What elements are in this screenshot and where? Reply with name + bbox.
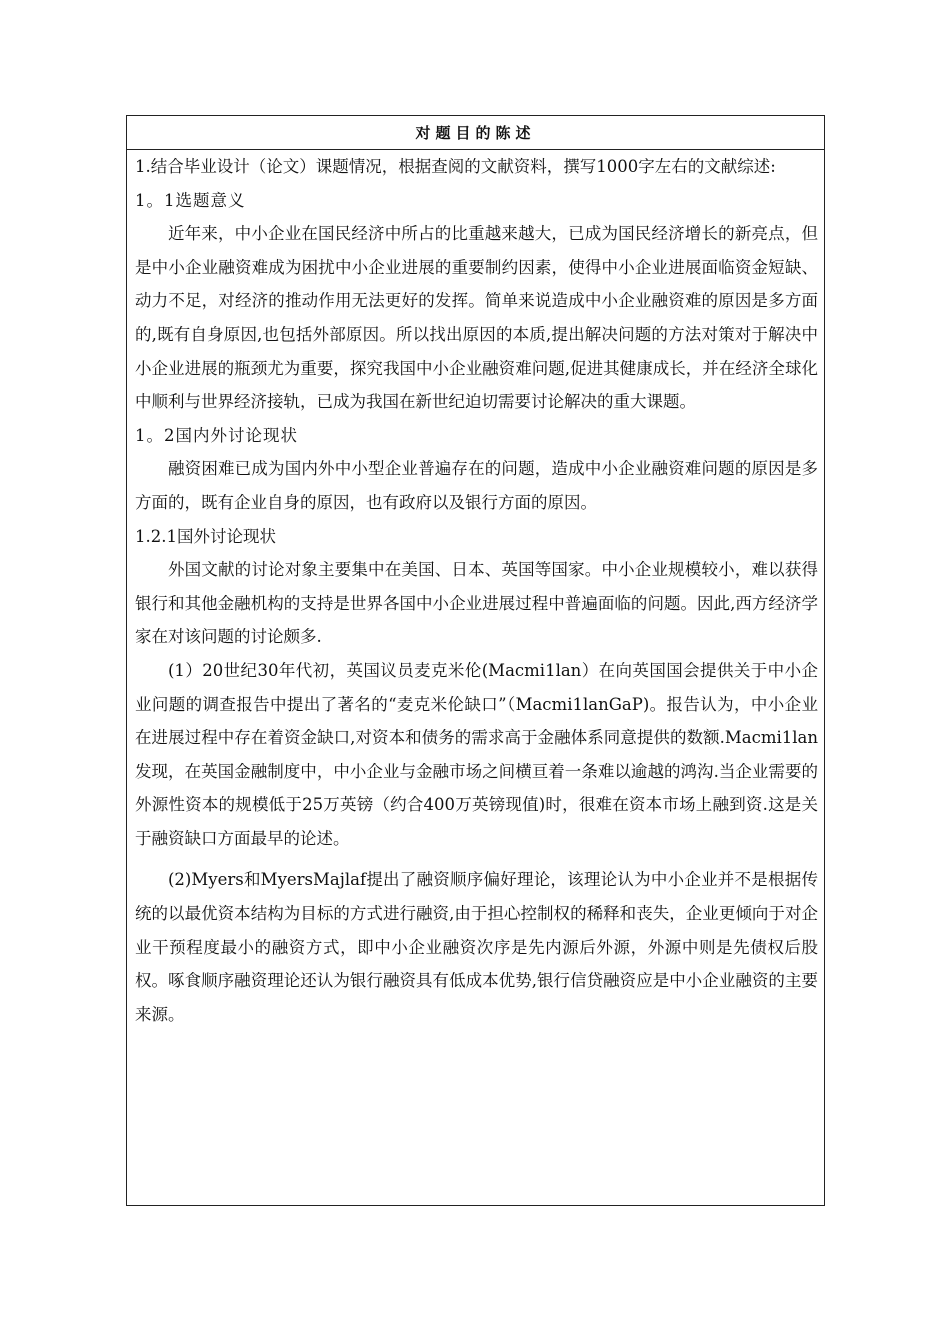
section-heading-1-2-1: 1.2.1国外讨论现状 <box>135 526 276 546</box>
paragraph-research-status: 融资困难已成为国内外中小型企业普遍存在的问题，造成中小企业融资难问题的原因是多方面的，既有企业自身的原因，也有政府以及银行方面的原因。 <box>135 459 818 512</box>
paragraph-topic-significance: 近年来，中小企业在国民经济中所占的比重越来越大，已成为国民经济增长的新亮点，但是中小企业融资难成为困扰中小企业进展的重要制约因素，使得中小企业进展面临资金短缺、动力不足，对经济的推动作用无法更好的发挥。简单来说造成中小企业融资难的原因是多方面的,既有自身原因,也包括外部原因。所以找出原因的本质,提出解决问题的方法对策对于解决中小企业进展的瓶颈尤为重要，探究我国中小企业融资难问题,促进其健康成长，并在经济全球化中顺利与世界经济接轨，已成为我国在新世纪迫切需要讨论解决的重大课题。 <box>135 224 818 412</box>
table-content <box>127 150 824 1031</box>
section-heading-1-2: 1。2国内外讨论现状 <box>135 425 298 445</box>
table-header: 对题目的陈述 <box>127 116 824 150</box>
section-heading-1-1: 1。1选题意义 <box>135 190 246 210</box>
paragraph-macmillan-gap: (1）20世纪30年代初，英国议员麦克米伦(Macmi1lan）在向英国国会提供关于中小企业问题的调查报告中提出了著名的“麦克米伦缺口”（Macmi1lanGaP)。报告认为，中小企业在进展过程中存在着资金缺口,对资本和债务的需求高于金融体系同意提供的数额.Macmi1lan发现，在英国金融制度中，中小企业与金融市场之间横亘着一条难以逾越的鸿沟.当企业需要的外源性资本的规模低于25万英镑（约合400万英镑现值)时，很难在资本市场上融到资.这是关于融资缺口方面最早的论述。 <box>135 660 818 848</box>
literature-review-table <box>126 115 825 1206</box>
intro-instruction: 1.结合毕业设计（论文）课题情况，根据查阅的文献资料，撰写1000字左右的文献综述: <box>135 157 776 176</box>
paragraph-foreign-research: 外国文献的讨论对象主要集中在美国、日本、英国等国家。中小企业规模较小，难以获得银行和其他金融机构的支持是世界各国中小企业进展过程中普遍面临的问题。因此,西方经济学家在对该问题的讨论颇多. <box>135 560 818 647</box>
paragraph-pecking-order: (2)Myers和MyersMajlaf提出了融资顺序偏好理论，该理论认为中小企业并不是根据传统的以最优资本结构为目标的方式进行融资,由于担心控制权的稀释和丧失，企业更倾向于对企业干预程度最小的融资方式，即中小企业融资次序是先内源后外源，外源中则是先债权后股权。啄食顺序融资理论还认为银行融资具有低成本优势,银行信贷融资应是中小企业融资的主要来源。 <box>135 870 818 1024</box>
